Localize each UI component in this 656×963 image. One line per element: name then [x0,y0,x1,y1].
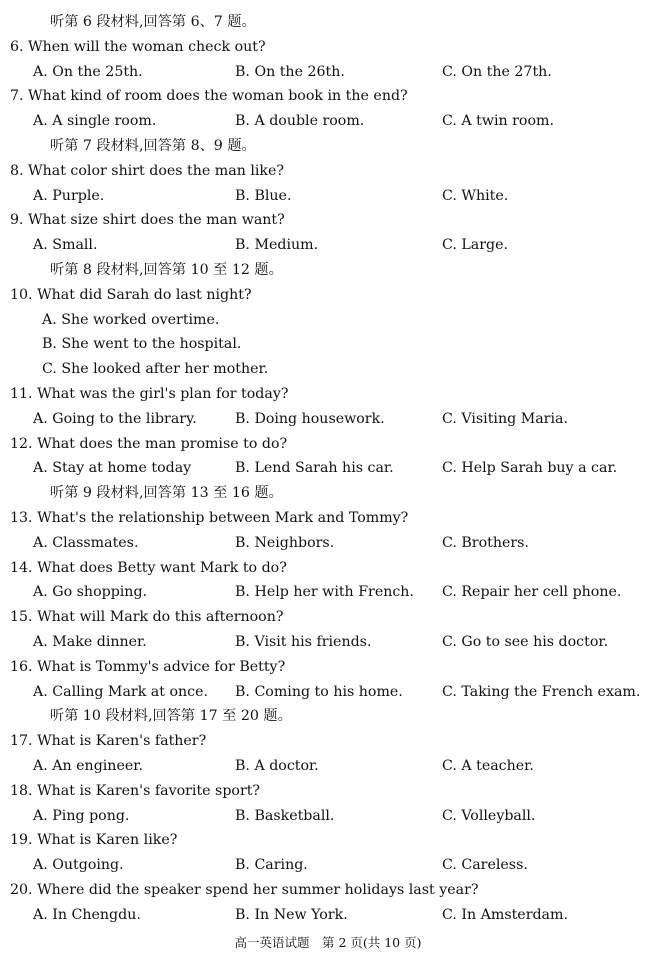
answer-option: A. Ping pong. [33,807,130,824]
answer-option: B. In New York. [235,906,348,923]
question-text: 9. What size shirt does the man want? [10,212,285,229]
answer-option: B. Medium. [235,237,319,254]
question-text: 7. What kind of room does the woman book in the end? [10,88,408,105]
answer-option: C. In Amsterdam. [442,906,568,923]
answer-options-row [0,680,656,705]
section-header: 听第 7 段材料,回答第 8、9 题。 [50,137,256,154]
answer-option: A. A single room. [33,113,157,130]
question-text: 8. What color shirt does the man like? [10,162,285,179]
question-text: 20. Where did the speaker spend her summer holidays last year? [10,881,479,898]
answer-option: C. Volleyball. [442,807,536,824]
answer-option: B. Visit his friends. [235,633,372,650]
answer-option: A. Going to the library. [33,410,197,427]
answer-options-row [0,580,656,605]
answer-option: A. Classmates. [33,534,139,551]
answer-option: B. Caring. [235,857,308,874]
answer-option: A. On the 25th. [33,63,143,80]
answer-option: C. Repair her cell phone. [442,584,622,601]
answer-option: A. Purple. [33,187,105,204]
question-text: 10. What did Sarah do last night? [10,286,252,303]
answer-option: A. Outgoing. [33,857,124,874]
section-header: 听第 10 段材料,回答第 17 至 20 题。 [50,708,292,725]
page-footer: 高一英语试题 第 2 页(共 10 页) [234,935,422,950]
answer-option: C. She looked after her mother. [42,361,269,378]
answer-option: B. Lend Sarah his car. [235,460,394,477]
question-text: 18. What is Karen's favorite sport? [10,782,261,799]
exam-page [0,10,656,927]
answer-options-row [0,903,656,928]
answer-option: A. Calling Mark at once. [33,683,208,700]
answer-option: A. Stay at home today [33,460,192,477]
question-text: 12. What does the man promise to do? [10,435,288,452]
question-text: 13. What's the relationship between Mark and Tommy? [10,509,409,526]
answer-option: A. Go shopping. [33,584,148,601]
answer-option: B. A doctor. [235,757,319,774]
question-text: 11. What was the girl's plan for today? [10,385,289,402]
answer-option: C. White. [442,187,509,204]
question-text: 16. What is Tommy's advice for Betty? [10,658,286,675]
answer-option: C. Go to see his doctor. [442,633,609,650]
answer-option: B. Blue. [235,187,292,204]
question-text: 6. When will the woman check out? [10,38,266,55]
answer-options-row [0,407,656,432]
answer-option: C. A teacher. [442,757,534,774]
section-header: 听第 6 段材料,回答第 6、7 题。 [50,14,256,30]
answer-options-row [0,60,656,85]
answer-option: B. Doing housework. [235,410,385,427]
answer-options-row [0,233,656,258]
answer-option: C. Brothers. [442,534,529,551]
section-header: 听第 9 段材料,回答第 13 至 16 题。 [50,485,283,502]
question-text: 17. What is Karen's father? [10,733,207,750]
answer-option: C. Visiting Maria. [442,410,568,427]
answer-options-row [0,456,656,481]
question-text: 19. What is Karen like? [10,832,178,849]
answer-option: C. A twin room. [442,113,554,130]
answer-options-row [0,754,656,779]
answer-options-row [0,184,656,209]
question-text: 14. What does Betty want Mark to do? [10,559,287,576]
answer-option: B. She went to the hospital. [42,336,242,353]
answer-option: C. Taking the French exam. [442,683,641,700]
answer-option: B. On the 26th. [235,63,345,80]
answer-options-row [0,630,656,655]
answer-option: C. Large. [442,237,509,254]
answer-options-row [0,109,656,134]
answer-option: B. Basketball. [235,807,335,824]
answer-option: C. Help Sarah buy a car. [442,460,618,477]
question-text: 15. What will Mark do this afternoon? [10,609,284,626]
answer-option: B. Help her with French. [235,584,414,601]
answer-option: C. Careless. [442,857,528,874]
answer-options-row [0,531,656,556]
answer-option: A. She worked overtime. [42,311,220,328]
answer-option: B. Neighbors. [235,534,335,551]
answer-option: B. A double room. [235,113,365,130]
answer-options-row [0,804,656,829]
section-header: 听第 8 段材料,回答第 10 至 12 题。 [50,261,283,278]
answer-option: A. Make dinner. [33,633,147,650]
answer-option: B. Coming to his home. [235,683,403,700]
answer-option: A. Small. [33,237,98,254]
answer-option: A. In Chengdu. [33,906,141,923]
answer-option: C. On the 27th. [442,63,552,80]
answer-option: A. An engineer. [33,757,143,774]
answer-options-row [0,853,656,878]
